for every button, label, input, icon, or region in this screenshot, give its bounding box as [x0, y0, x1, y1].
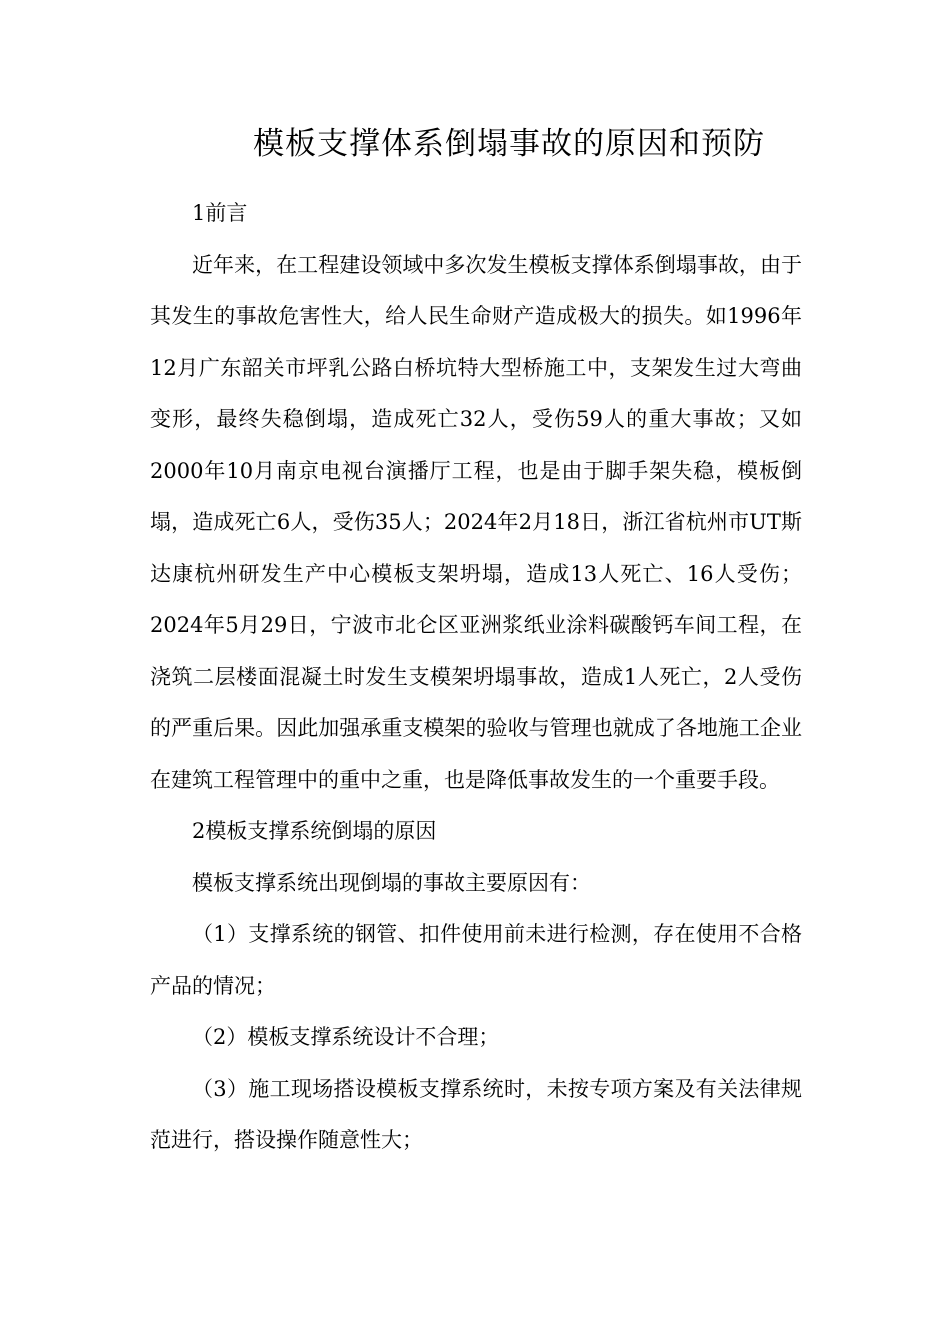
section-1-heading: 1前言	[192, 201, 248, 225]
section-2-heading: 2模板支撑系统倒塌的原因	[192, 819, 437, 843]
cause-item-1: （1）支撑系统的钢管、扣件使用前未进行检测，存在使用不合格产品的情况；	[150, 922, 802, 998]
cause-item-2: （2）模板支撑系统设计不合理；	[192, 1025, 500, 1049]
document-title: 模板支撑体系倒塌事故的原因和预防	[253, 126, 765, 162]
section-1-paragraph: 近年来，在工程建设领域中多次发生模板支撑体系倒塌事故，由于其发生的事故危害性大，给人民生命财产造成极大的损失。如1996年12月广东韶关市坪乳公路白桥坑特大型桥施工中，支架发生过大弯曲变形，最终失稳倒塌，造成死亡32人，受伤59人的重大事故；又如2000年10月南京电视台演播厅工程，也是由于脚手架失稳，模板倒塌，造成死亡6人，受伤35人；2024年2月18日，浙江省杭州市UT斯达康杭州研发生产中心模板支架坍塌，造成13人死亡、16人受伤；2024年5月29日，宁波市北仑区亚洲浆纸业涂料碳酸钙车间工程，在浇筑二层楼面混凝土时发生支模架坍塌事故，造成1人死亡，2人受伤的严重后果。因此加强承重支模架的验收与管理也就成了各地施工企业在建筑工程管理中的重中之重，也是降低事故发生的一个重要手段。	[150, 252, 802, 792]
document-body	[150, 188, 802, 1167]
cause-item-3: （3）施工现场搭设模板支撑系统时，未按专项方案及有关法律规范进行，搭设操作随意性大；	[150, 1076, 802, 1152]
section-2-intro: 模板支撑系统出现倒塌的事故主要原因有：	[192, 870, 591, 895]
